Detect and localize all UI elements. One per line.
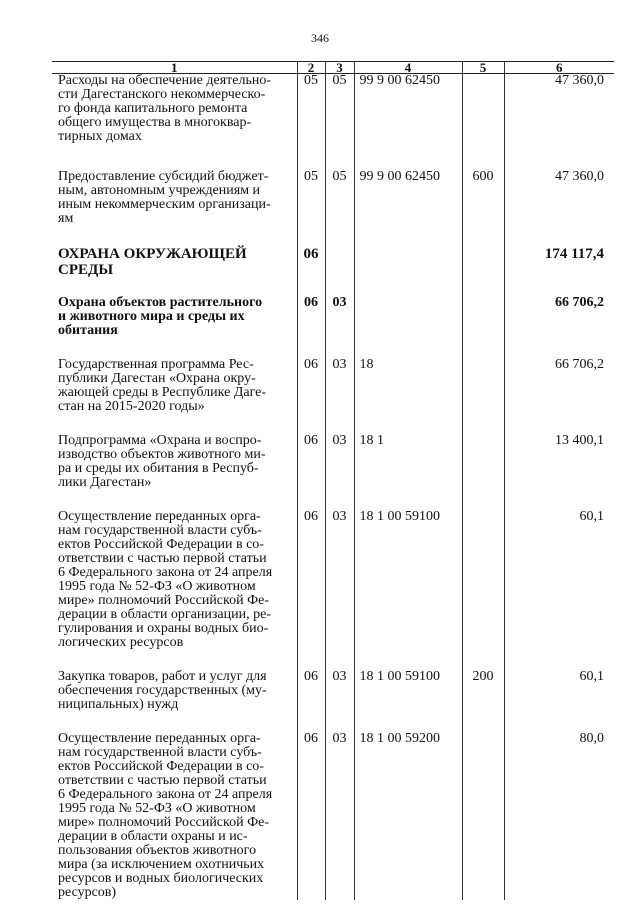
table-body (52, 74, 614, 901)
table-row (52, 670, 614, 732)
row-target-article: 99 9 00 62450 (354, 74, 462, 171)
row-name: Расходы на обеспечение деятельно- сти Дагестанского некоммерческо- го фонда капитального ремонта общего имущества в многоквар- тирных домах (52, 74, 297, 171)
row-section: 05 (297, 74, 325, 171)
row-name: ОХРАНА ОКРУЖАЮЩЕЙ СРЕДЫ (52, 246, 297, 296)
row-subsection: 03 (325, 732, 354, 900)
table-row (52, 246, 614, 296)
row-section: 06 (297, 296, 325, 358)
budget-table (52, 61, 614, 900)
row-target-article: 99 9 00 62450 (354, 170, 462, 246)
header-col-4: 4 (354, 62, 462, 74)
row-name: Подпрограмма «Охрана и воспро- изводство объектов животного ми- ра и среды их обитания в Респуб- лики Дагестан» (52, 434, 297, 510)
row-amount: 60,1 (504, 510, 614, 670)
row-target-article (354, 296, 462, 358)
row-expense-type (462, 74, 504, 171)
row-target-article: 18 1 00 59100 (354, 510, 462, 670)
header-row (52, 62, 614, 74)
row-target-article: 18 1 (354, 434, 462, 510)
row-name: Охрана объектов растительного и животного мира и среды их обитания (52, 296, 297, 358)
row-subsection: 05 (325, 170, 354, 246)
row-name: Осуществление переданных орга- нам государственной власти субъ- ектов Российской Федерации в со- ответствии с частью первой статьи 6 Федерального закона от 24 апреля 1995 года № 52-ФЗ «О животном мире» полномочий Российской Фе- дерации в области организации, ре- гулирования и охраны водных био- логических ресурсов (52, 510, 297, 670)
row-section: 06 (297, 434, 325, 510)
row-amount: 66 706,2 (504, 358, 614, 434)
row-expense-type (462, 434, 504, 510)
row-amount: 47 360,0 (504, 74, 614, 171)
row-amount: 60,1 (504, 670, 614, 732)
row-expense-type (462, 732, 504, 900)
row-expense-type (462, 358, 504, 434)
row-subsection: 03 (325, 670, 354, 732)
table-row (52, 434, 614, 510)
page-number: 346 (311, 31, 329, 45)
row-amount: 174 117,4 (504, 246, 614, 296)
table-row (52, 74, 614, 171)
row-section: 06 (297, 732, 325, 900)
row-section: 06 (297, 246, 325, 296)
row-name: Предоставление субсидий бюджет- ным, автономным учреждениям и иным некоммерческим организаци- ям (52, 170, 297, 246)
header-col-3: 3 (325, 62, 354, 74)
row-expense-type (462, 246, 504, 296)
row-amount: 66 706,2 (504, 296, 614, 358)
row-name: Государственная программа Рес- публики Дагестан «Охрана окру- жающей среды в Республике Даге- стан на 2015-2020 годы» (52, 358, 297, 434)
row-amount: 47 360,0 (504, 170, 614, 246)
row-target-article (354, 246, 462, 296)
table-row (52, 296, 614, 358)
row-subsection: 03 (325, 510, 354, 670)
row-target-article: 18 (354, 358, 462, 434)
row-expense-type (462, 510, 504, 670)
row-section: 06 (297, 510, 325, 670)
header-col-2: 2 (297, 62, 325, 74)
table-row (52, 358, 614, 434)
row-subsection: 03 (325, 434, 354, 510)
row-subsection (325, 246, 354, 296)
row-amount: 80,0 (504, 732, 614, 900)
header-col-5: 5 (462, 62, 504, 74)
row-target-article: 18 1 00 59100 (354, 670, 462, 732)
row-subsection: 03 (325, 296, 354, 358)
table-row (52, 510, 614, 670)
header-col-1: 1 (52, 62, 297, 74)
row-subsection: 05 (325, 74, 354, 171)
row-expense-type (462, 296, 504, 358)
row-expense-type: 200 (462, 670, 504, 732)
row-name: Осуществление переданных орга- нам государственной власти субъ- ектов Российской Федерации в со- ответствии с частью первой статьи 6 Федерального закона от 24 апреля 1995 года № 52-ФЗ «О животном мире» полномочий Российской Фе- дерации в области охраны и ис- пользования объектов животного мира (за исключением охотничьих ресурсов и водных биологических ресурсов) (52, 732, 297, 900)
row-name: Закупка товаров, работ и услуг для обеспечения государственных (му- ниципальных) нужд (52, 670, 297, 732)
table-row (52, 732, 614, 900)
header-col-6: 6 (504, 62, 614, 74)
row-section: 06 (297, 358, 325, 434)
row-section: 05 (297, 170, 325, 246)
table-row (52, 170, 614, 246)
row-subsection: 03 (325, 358, 354, 434)
row-expense-type: 600 (462, 170, 504, 246)
row-target-article: 18 1 00 59200 (354, 732, 462, 900)
row-section: 06 (297, 670, 325, 732)
row-amount: 13 400,1 (504, 434, 614, 510)
